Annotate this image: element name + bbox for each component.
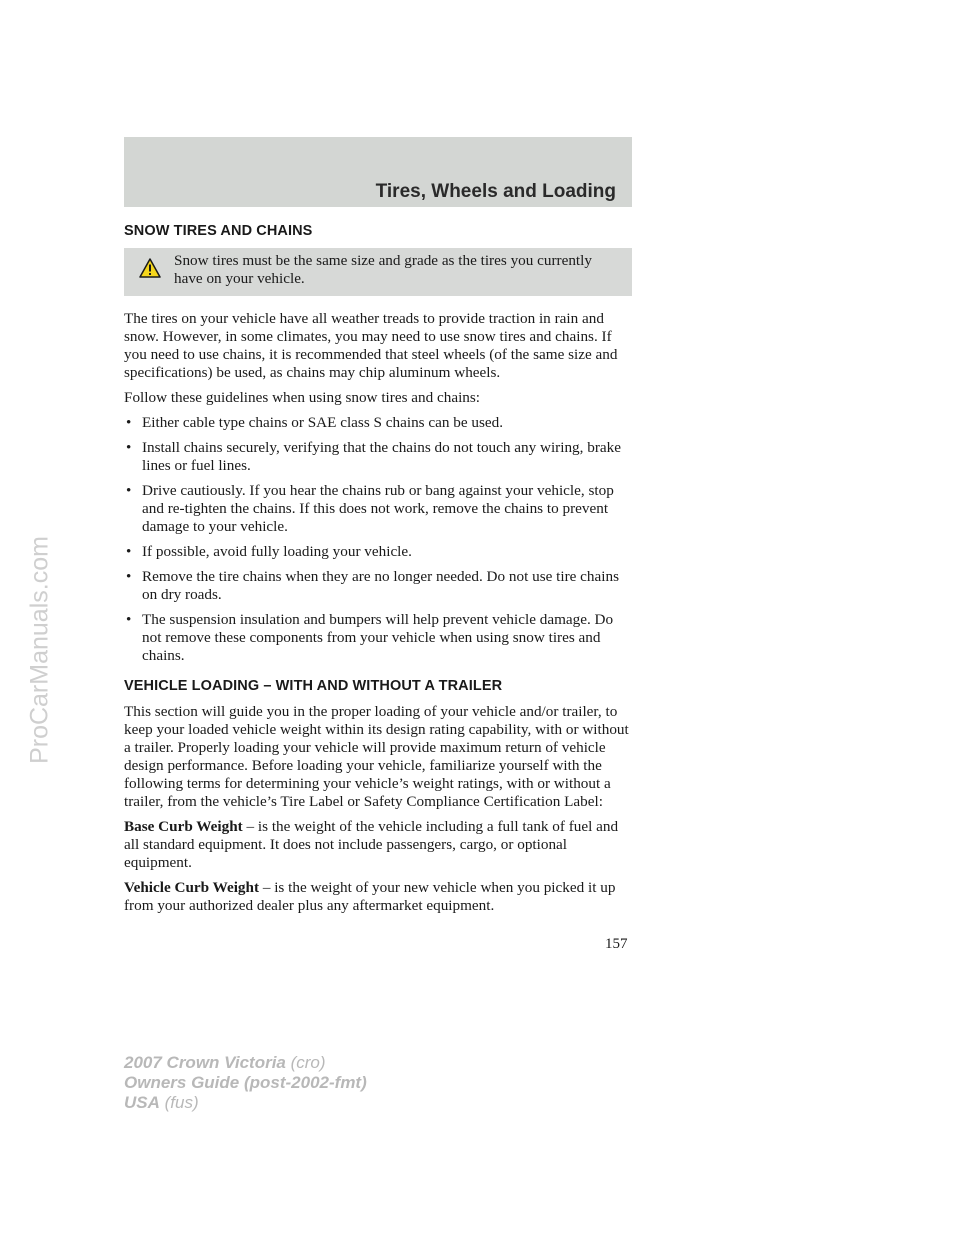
footer-line-1 <box>124 1053 367 1073</box>
definition-vehicle-curb-weight <box>124 879 632 915</box>
bullet: • <box>126 482 132 499</box>
bullet: • <box>126 568 132 585</box>
paragraph: This section will guide you in the proper loading of your vehicle and/or trailer, to keep your loaded vehicle weight within its design rating capability, with or without a trailer. Properly loading your vehicle will provide maximum return of vehicle design performance. Before loading your vehicle, familiarize yourself with the following terms for determining your vehicle’s weight ratings, with or without a trailer, from the vehicle’s Tire Label or Safety Compliance Certification Label: <box>124 703 629 810</box>
section-heading-vehicle-loading: VEHICLE LOADING – WITH AND WITHOUT A TRAILER <box>124 678 503 694</box>
paragraph: Follow these guidelines when using snow tires and chains: <box>124 389 481 406</box>
guideline-list <box>124 414 632 665</box>
list-item <box>124 611 632 665</box>
term: Base Curb Weight <box>124 818 243 835</box>
definition: – is the weight of your new vehicle when you picked it up from your authorized dealer plus any aftermarket equipment. <box>124 879 616 914</box>
warning-text: Snow tires must be the same size and grade as the tires you currently have on your vehicle. <box>174 252 592 287</box>
bullet: • <box>126 439 132 456</box>
bullet: • <box>126 611 132 628</box>
list-item-text: Drive cautiously. If you hear the chains rub or bang against your vehicle, stop and re-tighten the chains. If this does not work, remove the chains to prevent damage to your vehicle. <box>142 482 614 535</box>
definition: – is the weight of the vehicle including a full tank of fuel and all standard equipment. It does not include passengers, cargo, or optional equipment. <box>124 818 619 871</box>
paragraph: The tires on your vehicle have all weather treads to provide traction in rain and snow. However, in some climates, you may need to use snow tires and chains. If you need to use chains, it is recommended that steel wheels (of the same size and specifications) be used, as chains may chip aluminum wheels. <box>124 310 618 381</box>
page-number: 157 <box>605 936 628 952</box>
header-bar <box>124 137 632 207</box>
list-item-text: Remove the tire chains when they are no longer needed. Do not use tire chains on dry roads. <box>142 568 619 603</box>
footer-code: (cro) <box>285 1053 326 1072</box>
definition-base-curb-weight <box>124 818 632 872</box>
list-item-text: Install chains securely, verifying that the chains do not touch any wiring, brake lines or fuel lines. <box>142 439 621 474</box>
section-heading-snow-tires: SNOW TIRES AND CHAINS <box>124 223 313 239</box>
list-item <box>124 568 632 604</box>
term: Vehicle Curb Weight <box>124 879 260 896</box>
watermark: ProCarManuals.com <box>25 536 54 764</box>
footer-market: USA <box>124 1093 160 1112</box>
list-item-text: The suspension insulation and bumpers will help prevent vehicle damage. Do not remove these components from your vehicle when using snow tires and chains. <box>142 611 614 664</box>
list-item <box>124 439 632 475</box>
footer-line-2: Owners Guide (post-2002-fmt) <box>124 1073 367 1092</box>
footer-code: (fus) <box>159 1093 199 1112</box>
page-content <box>124 222 632 922</box>
footer-line-3 <box>124 1093 367 1113</box>
list-item <box>124 414 632 432</box>
footer-model: 2007 Crown Victoria <box>124 1053 286 1072</box>
warning-box <box>124 248 632 296</box>
bullet: • <box>126 414 132 431</box>
list-item <box>124 543 632 561</box>
list-item <box>124 482 632 536</box>
document-footer <box>124 1053 367 1113</box>
list-item-text: Either cable type chains or SAE class S chains can be used. <box>142 414 504 431</box>
list-item-text: If possible, avoid fully loading your vehicle. <box>142 543 412 560</box>
warning-icon <box>139 258 161 278</box>
page-title: Tires, Wheels and Loading <box>375 181 616 202</box>
bullet: • <box>126 543 132 560</box>
